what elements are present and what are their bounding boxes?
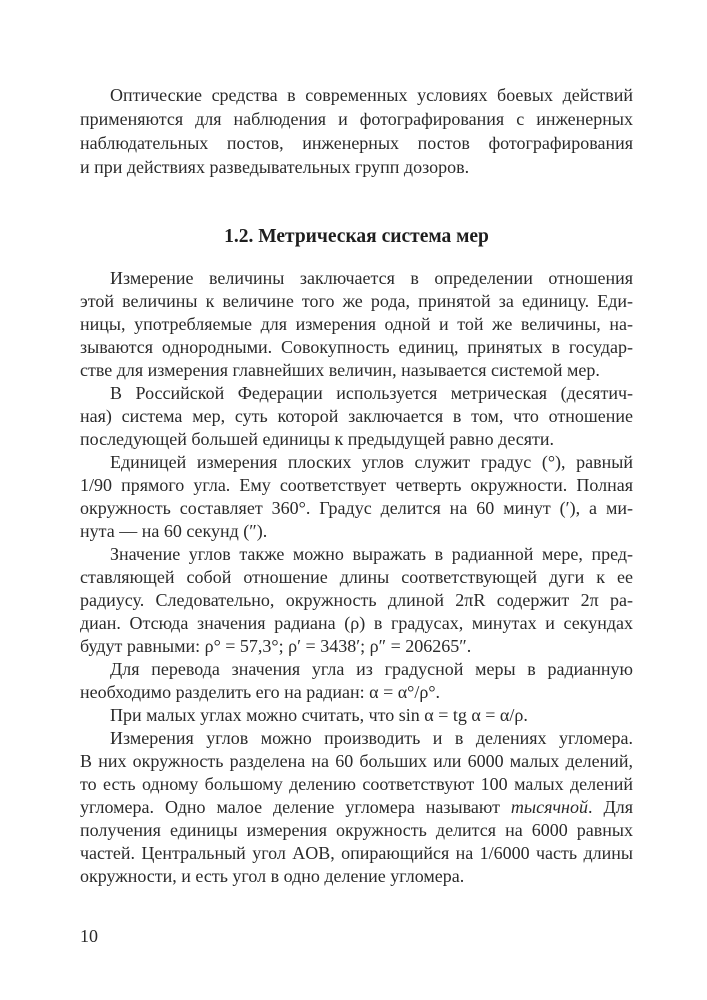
section-body bbox=[80, 267, 633, 888]
text-line: стве для измерения главнейших величин, называется системой мер. bbox=[80, 360, 600, 380]
text-line: окружность составляет 360°. Градус делится на 60 минут (′), а ми- bbox=[80, 498, 633, 518]
text-line: 1/90 прямого угла. Ему соответствует четверть окружности. Полная bbox=[80, 475, 633, 495]
text-fragment: угломера. Одно малое деление угломера называют bbox=[80, 797, 511, 817]
page-body bbox=[80, 83, 633, 888]
text-line: окружности, и есть угол в одно деление угломера. bbox=[80, 866, 465, 886]
intro-section bbox=[80, 83, 633, 179]
paragraph bbox=[80, 267, 633, 382]
text-line: Оптические средства в современных условиях боевых действий bbox=[110, 85, 633, 105]
text-line: ная) система мер, суть которой заключается в том, что отношение bbox=[80, 406, 633, 426]
text-line: ставляющей собой отношение длины соответствующей дуги к ее bbox=[80, 567, 633, 587]
page-number: 10 bbox=[80, 926, 98, 946]
paragraph bbox=[80, 543, 633, 658]
text-line bbox=[80, 796, 633, 819]
text-line: Единицей измерения плоских углов служит градус (°), равный bbox=[110, 452, 633, 472]
text-line: последующей большей единицы к предыдущей равно десяти. bbox=[80, 429, 555, 449]
text-line: и при действиях разведывательных групп дозоров. bbox=[80, 157, 470, 177]
text-line: Измерение величины заключается в определении отношения bbox=[110, 268, 633, 288]
text-line: ницы, употребляемые для измерения одной и той же величины, на- bbox=[80, 314, 633, 334]
text-line: зываются однородными. Совокупность единиц, принятых в государ- bbox=[80, 337, 633, 357]
paragraph bbox=[80, 382, 633, 451]
text-line: В Российской Федерации используется метрическая (десятич- bbox=[110, 383, 633, 403]
text-line: Измерения углов можно производить и в делениях угломера. bbox=[110, 728, 633, 748]
text-line: Для перевода значения угла из градусной меры в радианную bbox=[110, 659, 633, 679]
paragraph bbox=[80, 658, 633, 704]
text-line: диан. Отсюда значения радиана (ρ) в градусах, минутах и секундах bbox=[80, 613, 633, 633]
italic-term: тысячной bbox=[510, 797, 588, 817]
text-line: этой величины к величине того же рода, принятой за единицу. Еди- bbox=[80, 291, 633, 311]
text-line: Значение углов также можно выражать в радианной мере, пред- bbox=[110, 544, 633, 564]
text-line: частей. Центральный угол AOB, опирающийся на 1/6000 часть длины bbox=[80, 843, 633, 863]
text-line: то есть одному большому делению соответствуют 100 малых делений bbox=[80, 774, 633, 794]
text-line: В них окружность разделена на 60 больших или 6000 малых делений, bbox=[80, 751, 633, 771]
text-line: получения единицы измерения окружность делится на 6000 равных bbox=[80, 820, 633, 840]
section-heading: 1.2. Метрическая система мер bbox=[224, 226, 489, 247]
paragraph bbox=[80, 83, 633, 179]
paragraph bbox=[80, 727, 633, 888]
text-line: При малых углах можно считать, что sin α = tg α = α/ρ. bbox=[110, 705, 528, 725]
paragraph bbox=[80, 704, 633, 727]
text-fragment: . Для bbox=[587, 797, 633, 817]
text-line: применяются для наблюдения и фотографирования с инженерных bbox=[80, 109, 633, 129]
paragraph bbox=[80, 451, 633, 543]
text-line: необходимо разделить его на радиан: α = α°/ρ°. bbox=[80, 682, 441, 702]
text-line: будут равными: ρ° = 57,3°; ρ′ = 3438′; ρ″ = 206265″. bbox=[80, 636, 472, 656]
text-line: нута — на 60 секунд (″). bbox=[80, 521, 268, 541]
text-line: радиусу. Следовательно, окружность длиной 2πR содержит 2π ра- bbox=[80, 590, 633, 610]
text-line: наблюдательных постов, инженерных постов фотографирования bbox=[80, 133, 633, 153]
